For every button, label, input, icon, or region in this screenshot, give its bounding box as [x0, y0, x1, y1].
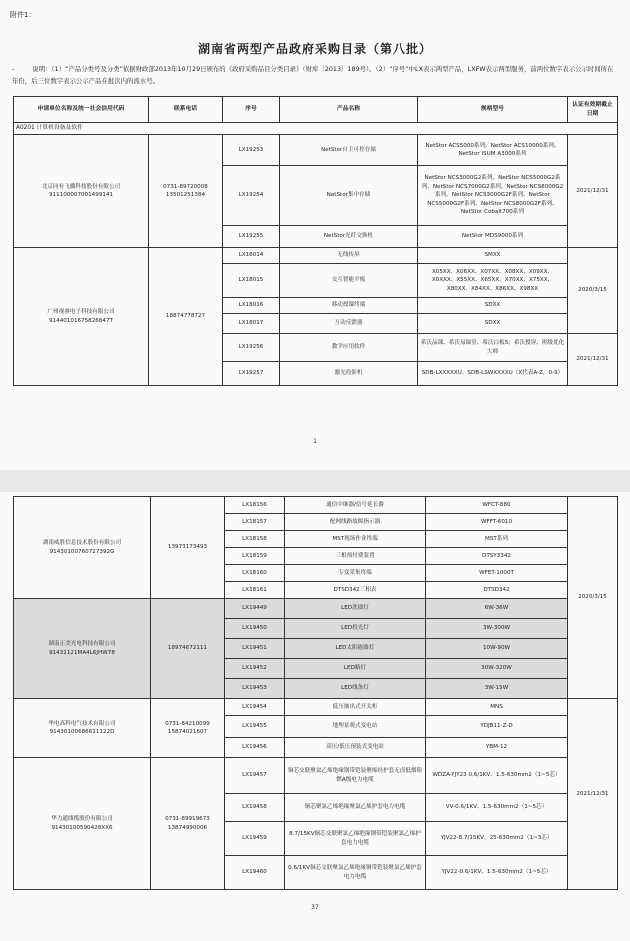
product-cell: DTSD342三相表	[285, 582, 426, 599]
seq-cell: LX19253	[223, 135, 280, 166]
seq-cell: LX19255	[223, 226, 280, 248]
note-text: 说明：（1）“产品分类号及分类”依据财政部2013年10月29日颁布的《政府采购品目分类目录》（财库〔2013〕189号）。（2）“序号”中LX表示两型产品，LXFW表示两型服务，前两位数字表示公示时间所在年份，后三位数字表示公示产品在批次内的流水号。	[12, 65, 614, 85]
company-cell	[14, 758, 151, 890]
seq-cell: LX19460	[225, 856, 285, 890]
seq-cell: LX18017	[223, 314, 280, 334]
table-row	[14, 599, 618, 619]
product-cell: 三相预付费装置	[285, 548, 426, 565]
product-cell: LED投光灯	[285, 619, 426, 639]
spec-cell: YDJB11-Z-D	[426, 716, 568, 738]
phone-number: 15874021607	[167, 729, 208, 735]
seq-cell: LX19458	[225, 794, 285, 822]
seq-cell: LX18159	[225, 548, 285, 565]
product-cell: 互动反馈器	[280, 314, 418, 334]
phone-cell	[151, 758, 225, 890]
company-name: 湖南威胜信息技术股份有限公司	[42, 540, 122, 546]
header-date: 认证有效期截止日期	[568, 97, 618, 123]
seq-cell: LX18161	[225, 582, 285, 599]
header-company: 申请单位名称及统一社会信用代码	[14, 97, 149, 123]
seq-cell: LX19459	[225, 822, 285, 856]
spec-cell: 3W-300W	[426, 619, 568, 639]
table-row	[14, 699, 618, 716]
product-cell: LED线条灯	[285, 679, 426, 699]
seq-cell: LX18014	[223, 248, 280, 264]
page-one	[0, 0, 630, 470]
spec-cell: VV-0.6/1KV、1.5-630mm2（1~5芯）	[426, 794, 568, 822]
company-name: 湖南正美光电科技有限公司	[48, 641, 116, 647]
phone-cell	[151, 699, 225, 758]
spec-cell: DTSY3342	[426, 548, 568, 565]
product-cell: LED路灯	[285, 659, 426, 679]
seq-cell: LX19454	[225, 699, 285, 716]
spec-cell: MNS	[426, 699, 568, 716]
date-cell: 2021/12/31	[568, 699, 618, 890]
spec-cell: SDXX	[418, 298, 568, 314]
phone-cell	[149, 135, 223, 248]
spec-cell: YJV22-8.7/15KV、25-630mm2（1~3芯）	[426, 822, 568, 856]
spec-cell: NetStor ACS5000系列、NetStor ACS10000系列、NetStor iSUM A3000系列	[418, 135, 568, 166]
product-cell: 8.7/15KV铜芯交联聚氯乙烯绝缘钢带铠装聚氯乙烯护套电力电缆	[285, 822, 426, 856]
company-name: 广州视睿电子科技有限公司	[47, 309, 115, 315]
phone-cell: 18974672111	[151, 599, 225, 699]
seq-cell: LX19257	[223, 362, 280, 386]
spec-cell: 希沃品课、希沃易课堂、希沃白板5、希沃授屏、班级优化大师	[418, 334, 568, 362]
spec-cell: YBM-12	[426, 738, 568, 758]
product-cell: MST现场作业终端	[285, 531, 426, 548]
table-row	[14, 135, 618, 166]
phone-cell: 18874778727	[149, 248, 223, 386]
catalog-table-page2	[13, 496, 618, 890]
seq-cell: LX18156	[225, 497, 285, 514]
phone-number: 13874990006	[167, 824, 208, 831]
product-cell: 地埋景观式变电站	[285, 716, 426, 738]
seq-cell: LX18157	[225, 514, 285, 531]
company-name: 华电高科电气技术有限公司	[48, 720, 116, 727]
date-cell: 2020/3/15	[568, 497, 618, 699]
product-cell: 配网线路故障指示器	[285, 514, 426, 531]
explanation-note	[12, 63, 618, 87]
seq-cell: LX18016	[223, 298, 280, 314]
product-cell: NetStor光纤交换机	[280, 226, 418, 248]
seq-cell: LX18160	[225, 565, 285, 582]
credit-code: 91430100590428XX6	[51, 824, 113, 831]
seq-cell: LX19450	[225, 619, 285, 639]
table-header-row	[14, 97, 618, 123]
date-cell: 2021/12/31	[568, 334, 618, 386]
category-label: A0201 计算机设备及软件	[14, 123, 618, 135]
seq-cell: LX18015	[223, 264, 280, 298]
spec-cell: NetStor NCS3000G2系列、NetStor NCS5000G2系列、NetStor NCS7000G2系列、NetStor NCS8000G2系列、NetStor NCS3000G2F系列、NetStor NCS5000G2F系列、NetStor NCS8000G2F系列、NetStor Cobalt700系列	[418, 166, 568, 226]
company-name: 华力通线缆股份有限公司	[51, 816, 113, 822]
document-title: 湖南省两型产品政府采购目录（第八批）	[197, 42, 432, 56]
spec-cell: 6W-36W	[426, 599, 568, 619]
company-name: 北京同有飞骥科技股份有限公司	[41, 183, 121, 190]
seq-cell: LX19452	[225, 659, 285, 679]
spec-cell: X05XX、X06XX、X07XX、X08XX、X09XX、X0XXX、X55XX、X65XX、X70XX、X75XX、X80XX、X84XX、X86XX、X98XX	[418, 264, 568, 298]
phone-number: 0731-89919673	[165, 816, 210, 822]
header-seq: 序号	[223, 97, 280, 123]
spec-cell: DTSD342	[426, 582, 568, 599]
product-cell: LED太阳能路灯	[285, 639, 426, 659]
product-cell: 教学应用软件	[280, 334, 418, 362]
phone-number: 0731-84210099	[165, 720, 210, 727]
product-cell: 交互智能平板	[280, 264, 418, 298]
spec-cell: 10W-90W	[426, 639, 568, 659]
header-spec: 规格型号	[418, 97, 568, 123]
date-cell: 2021/12/31	[568, 135, 618, 248]
table-row	[14, 248, 618, 264]
seq-cell: LX19453	[225, 679, 285, 699]
seq-cell: LX19456	[225, 738, 285, 758]
category-row	[14, 123, 618, 135]
product-cell: 移动授课终端	[280, 298, 418, 314]
page-gap	[0, 470, 630, 492]
phone-number: 13501251384	[165, 192, 206, 198]
product-cell: NetStor自主可控存储	[280, 135, 418, 166]
credit-code: 91430100686611122D	[49, 729, 115, 735]
catalog-table-page1	[13, 96, 618, 386]
credit-code: 911100007001499141	[48, 192, 114, 198]
product-cell: 激光投影机	[280, 362, 418, 386]
company-cell	[14, 497, 151, 599]
company-cell	[14, 699, 151, 758]
credit-code: 91440101675826847T	[49, 317, 113, 324]
spec-cell: SDXX	[418, 314, 568, 334]
seq-cell: LX19256	[223, 334, 280, 362]
seq-cell: LX19449	[225, 599, 285, 619]
page-two	[0, 492, 630, 941]
table-row	[14, 758, 618, 794]
spec-cell: 3W-15W	[426, 679, 568, 699]
spec-cell: YJV22-0.6/1KV、1.5-630mm2（1~5芯）	[426, 856, 568, 890]
product-cell: LED洗墙灯	[285, 599, 426, 619]
note-dash: -	[12, 65, 15, 73]
seq-cell: LX19451	[225, 639, 285, 659]
spec-cell: NetStor MDS9000系列	[418, 226, 568, 248]
spec-cell: MST系列	[426, 531, 568, 548]
product-cell: 铜芯聚氯乙烯绝缘聚氯乙烯护套电力电缆	[285, 794, 426, 822]
phone-cell: 13973173493	[151, 497, 225, 599]
date-cell: 2020/3/15	[568, 248, 618, 334]
product-cell: 高压/低压预装式变电站	[285, 738, 426, 758]
table-row	[14, 497, 618, 514]
page-number: 1	[313, 438, 317, 445]
company-cell	[14, 248, 149, 386]
product-cell: 0.6/1KV铜芯交联聚氯乙烯绝缘钢带铠装聚氯乙烯护套电力电缆	[285, 856, 426, 890]
spec-cell: 30W-320W	[426, 659, 568, 679]
company-cell	[14, 135, 149, 248]
credit-code: 91431121MA4L6JHW78	[49, 649, 115, 656]
header-phone: 联系电话	[149, 97, 223, 123]
product-cell: NetStor集中存储	[280, 166, 418, 226]
company-cell	[14, 599, 151, 699]
page-number: 37	[311, 904, 319, 911]
product-cell: 通信中继器/信号延长器	[285, 497, 426, 514]
phone-number: 0731-89720008	[163, 183, 208, 190]
seq-cell: LX19455	[225, 716, 285, 738]
product-cell: 专变采集终端	[285, 565, 426, 582]
credit-code: 91430100760727392G	[49, 548, 115, 555]
spec-cell: WDZA-YJY23 0.6/1KV、1.5-630mm2（1~5芯）	[426, 758, 568, 794]
product-cell: 低压抽出式开关柜	[285, 699, 426, 716]
header-product: 产品名称	[280, 97, 418, 123]
spec-cell: WFET-1000T	[426, 565, 568, 582]
spec-cell: SDB-LXXXXXU、SDB-LSWXXXXU（X代表A-Z，0-9）	[418, 362, 568, 386]
product-cell: 无线传屏	[280, 248, 418, 264]
spec-cell: WFFT-6010	[426, 514, 568, 531]
seq-cell: LX19254	[223, 166, 280, 226]
seq-cell: LX19457	[225, 758, 285, 794]
seq-cell: LX18158	[225, 531, 285, 548]
spec-cell: SMXX	[418, 248, 568, 264]
spec-cell: WFCT-880	[426, 497, 568, 514]
product-cell: 铜芯交联聚氯乙烯绝缘钢带铠装聚烯烃护套无卤低烟阻燃A级电力电缆	[285, 758, 426, 794]
attachment-label: 附件1：	[10, 11, 36, 19]
